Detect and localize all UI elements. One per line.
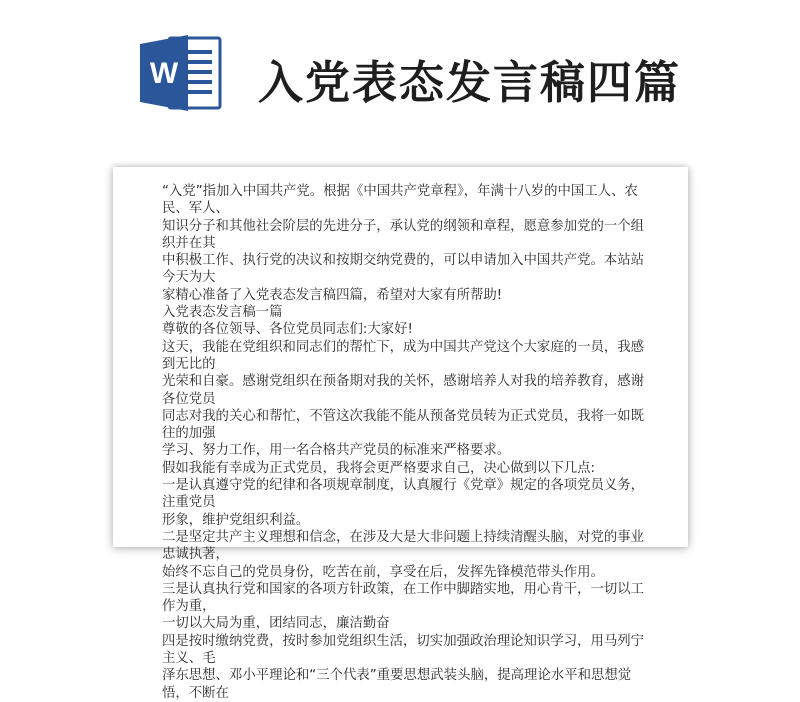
- document-line: 假如我能有幸成为正式党员，我将会更严格要求自己，决心做到以下几点:: [162, 460, 596, 476]
- word-document-icon: [140, 33, 224, 113]
- document-line: 二是坚定共产主义理想和信念，在涉及大是大非问题上持续清醒头脑，对党的事业忠诚执著，: [162, 529, 645, 563]
- document-line: 知识分子和其他社会阶层的先进分子，承认党的纲领和章程，愿意参加党的一个组织并在其: [162, 218, 645, 251]
- document-line: 一切以大局为重，团结同志，廉洁勤奋: [162, 616, 390, 632]
- document-line: 家精心准备了入党表态发言稿四篇，希望对大家有所帮助!: [162, 287, 503, 303]
- document-line: 泽东思想、邓小平理论和“三个代表”重要思想武装头脑，提高理论水平和思想觉悟，不断在: [162, 668, 632, 701]
- document-line: 尊敬的各位领导、各位党员同志们:大家好!: [162, 322, 413, 338]
- document-line: 同志对我的关心和帮忙，不管这次我能不能从预备党员转为正式党员，我将一如既往的加强: [162, 408, 645, 442]
- document-line: 入党表态发言稿一篇: [162, 305, 283, 321]
- document-line: 光荣和自豪。感谢党组织在预备期对我的关怀，感谢培养人对我的培养教育，感谢各位党员: [162, 374, 645, 407]
- document-line: 这天，我能在党组织和同志们的帮忙下，成为中国共产党这个大家庭的一员，我感到无比的: [162, 339, 645, 372]
- word-icon-letter: W: [149, 57, 179, 90]
- page-title: 入党表态发言稿四篇: [258, 56, 682, 109]
- document-line: 形象，维护党组织利益。: [162, 512, 310, 528]
- header: [0, 0, 800, 150]
- document-line: 始终不忘自己的党员身份，吃苦在前，享受在后，发挥先锋模范带头作用。: [162, 564, 604, 580]
- document-line: 三是认真执行党和国家的各项方针政策，在工作中脚踏实地，用心肯干，一切以工作为重，: [162, 581, 645, 615]
- document-line: 中积极工作、执行党的决议和按期交纳党费的，可以申请加入中国共产党。本站站今天为大: [162, 253, 645, 286]
- document-line: 一是认真遵守党的纪律和各项规章制度，认真履行《党章》规定的各项党员义务，注重党员: [162, 478, 645, 511]
- document-line: 学习、努力工作，用一名合格共产党员的标准来严格要求。: [162, 443, 511, 459]
- document-body: [162, 183, 657, 702]
- document-line: “入党”指加入中国共产党。根据《中国共产党章程》，年满十八岁的中国工人、农民、军人、: [162, 184, 638, 217]
- document-page: [113, 167, 688, 701]
- document-line: 四是按时缴纳党费，按时参加党组织生活，切实加强政治理论知识学习，用马列宁主义、毛: [162, 633, 645, 667]
